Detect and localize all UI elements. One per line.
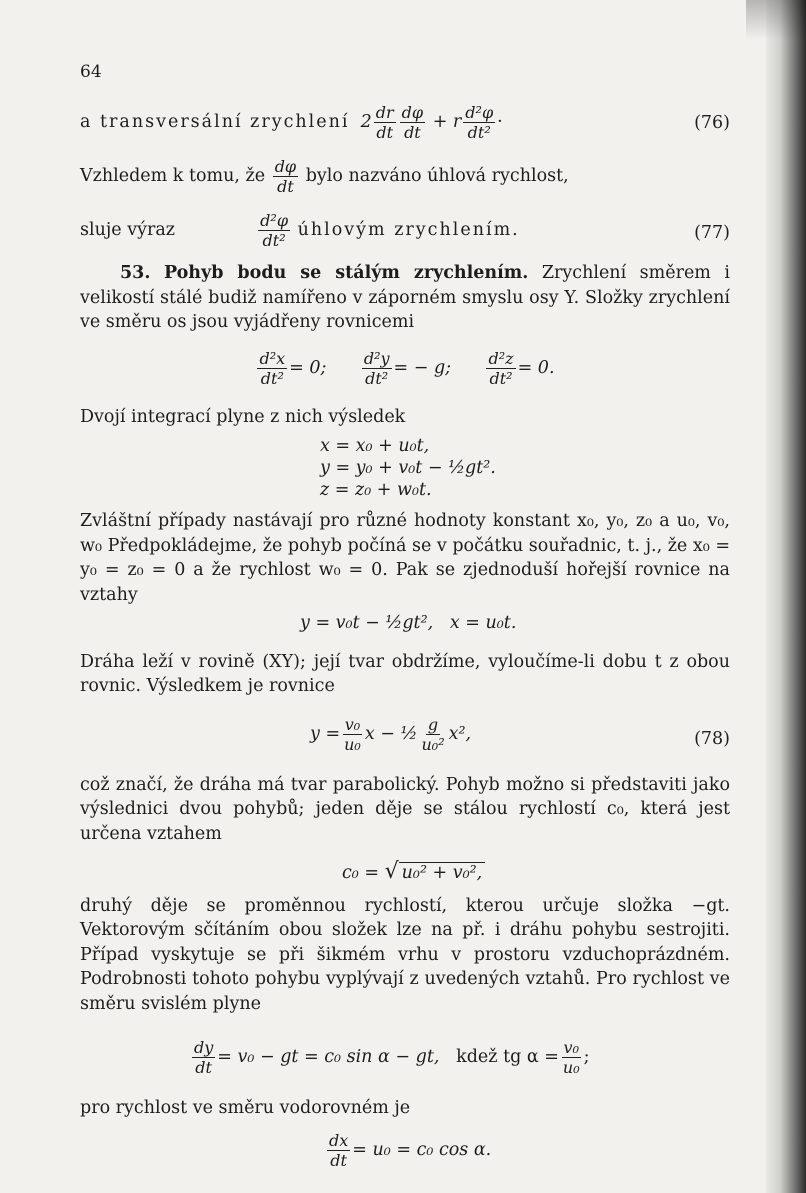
book-spine-edge bbox=[766, 0, 806, 1193]
integral-y: y = y₀ + v₀t − ½gt². bbox=[320, 458, 496, 478]
fraction: $\frac{d\varphi}{dt}$ bbox=[401, 103, 424, 142]
angular-velocity-line: Vzhledem k tomu, že $\frac{d\varphi}{dt}$ bylo nazváno úhlová rychlost, bbox=[80, 157, 569, 196]
equation-number: (78) bbox=[694, 728, 730, 749]
horizontal-text: pro rychlost ve směru vodorovném je bbox=[80, 1098, 411, 1118]
horizontal-velocity-equation: $\frac{dx}{dt}$ = u₀ = c₀ cos α. bbox=[329, 1130, 492, 1170]
equation-77: sluje výraz $\frac{\text{d²φ}}{\text{dt²}}$ úhlovým zrychlením. (77) bbox=[80, 211, 730, 250]
acceleration-components: $\frac{\text{d²x}}{\text{dt²}}$ = 0; $\frac{\text{d²y}}{\text{dt²}}$ = − g; $\frac{\text{d²z}}{\text{dt²}}$ = 0. bbox=[259, 348, 555, 388]
equation-number: (77) bbox=[694, 223, 730, 243]
fraction: $\frac{\text{d²φ}}{\text{dt²}}$ bbox=[465, 103, 494, 142]
page-number: 64 bbox=[80, 62, 102, 82]
simplified-equations: y = v₀t − ½gt², x = u₀t. bbox=[300, 613, 517, 633]
vertical-velocity-equation: $\frac{dy}{dt}$ = v₀ − gt = c₀ sin α − gt, kdež tg α = $\frac{\text{v₀}}{\text{u₀}}$ ; bbox=[194, 1038, 590, 1077]
second-motion-paragraph: druhý děje se proměnnou rychlostí, kterou určuje složka −gt. Vektorovým sčítáním obou složek lze na př. i dráhu pohybu sestrojiti. Případ vyskytuje se při šikmém vrhu v prostoru vzduchoprázdném. Podrobnosti tohoto pohybu vyplývají z uvedených vztahů. Pro rychlost ve směru svislém plyne bbox=[80, 895, 730, 1014]
section-number: 53. bbox=[120, 263, 151, 283]
integral-x: x = x₀ + u₀t, bbox=[320, 436, 430, 456]
integral-equations bbox=[80, 435, 730, 501]
equation-76: a transversální zrychlení 2 $\frac{dr}{dt}$ $\frac{d\varphi}{dt}$ + r $\frac{\text{d²φ}}{\text{dt²}}$ · (76) bbox=[80, 103, 730, 142]
fraction: $\frac{\text{d²φ}}{\text{dt²}}$ bbox=[260, 211, 289, 250]
page-shadow bbox=[746, 0, 806, 40]
equation-number: (76) bbox=[694, 113, 730, 133]
integral-z: z = z₀ + w₀t. bbox=[320, 480, 432, 500]
c0-equation: c₀ = √ u₀² + v₀², bbox=[80, 860, 730, 886]
fraction: $\frac{dr}{dt}$ bbox=[375, 103, 394, 142]
equation-78: y = $\frac{\text{v₀}}{\text{u₀}}$ x − ½ $\frac{g}{\text{u₀²}}$ x², (78) bbox=[310, 714, 730, 754]
special-cases-paragraph: Zvláštní případy nastávají pro různé hodnoty konstant x₀, y₀, z₀ a u₀, v₀, w₀ Předpokládejme, že pohyb počíná se v počátku souřadnic, t. j., že x₀ = y₀ = z₀ = 0 a že rychlost w₀ = 0. Pak se zjednoduší hořejší rovnice na vztahy bbox=[80, 511, 730, 605]
section-title: Pohyb bodu se stálým zrychlením. bbox=[163, 263, 529, 283]
integration-text: Dvojí integrací plyne z nich výsledek bbox=[80, 406, 406, 427]
transversal-label: a transversální zrychlení bbox=[80, 112, 350, 132]
trajectory-paragraph: Dráha leží v rovině (XY); její tvar obdržíme, vyloučíme-li dobu t z obou rovnic. Výsledkem je rovnice bbox=[80, 651, 730, 696]
section-53-paragraph: 53. Pohyb bodu se stálým zrychlením. Zrychlení směrem i velikostí stálé budiž namířeno v záporném smyslu osy Y. Složky zrychlení ve směru os jsou vyjádřeny rovnicemi bbox=[80, 263, 730, 332]
fraction: $\frac{d\varphi}{dt}$ bbox=[274, 157, 297, 196]
parabolic-paragraph: což značí, že dráha má tvar parabolický. Pohyb možno si představiti jako výslednici dvou pohybů; jeden děje se stálou rychlostí c₀, která jest určena vztahem bbox=[80, 774, 730, 844]
page-body bbox=[80, 55, 730, 1175]
